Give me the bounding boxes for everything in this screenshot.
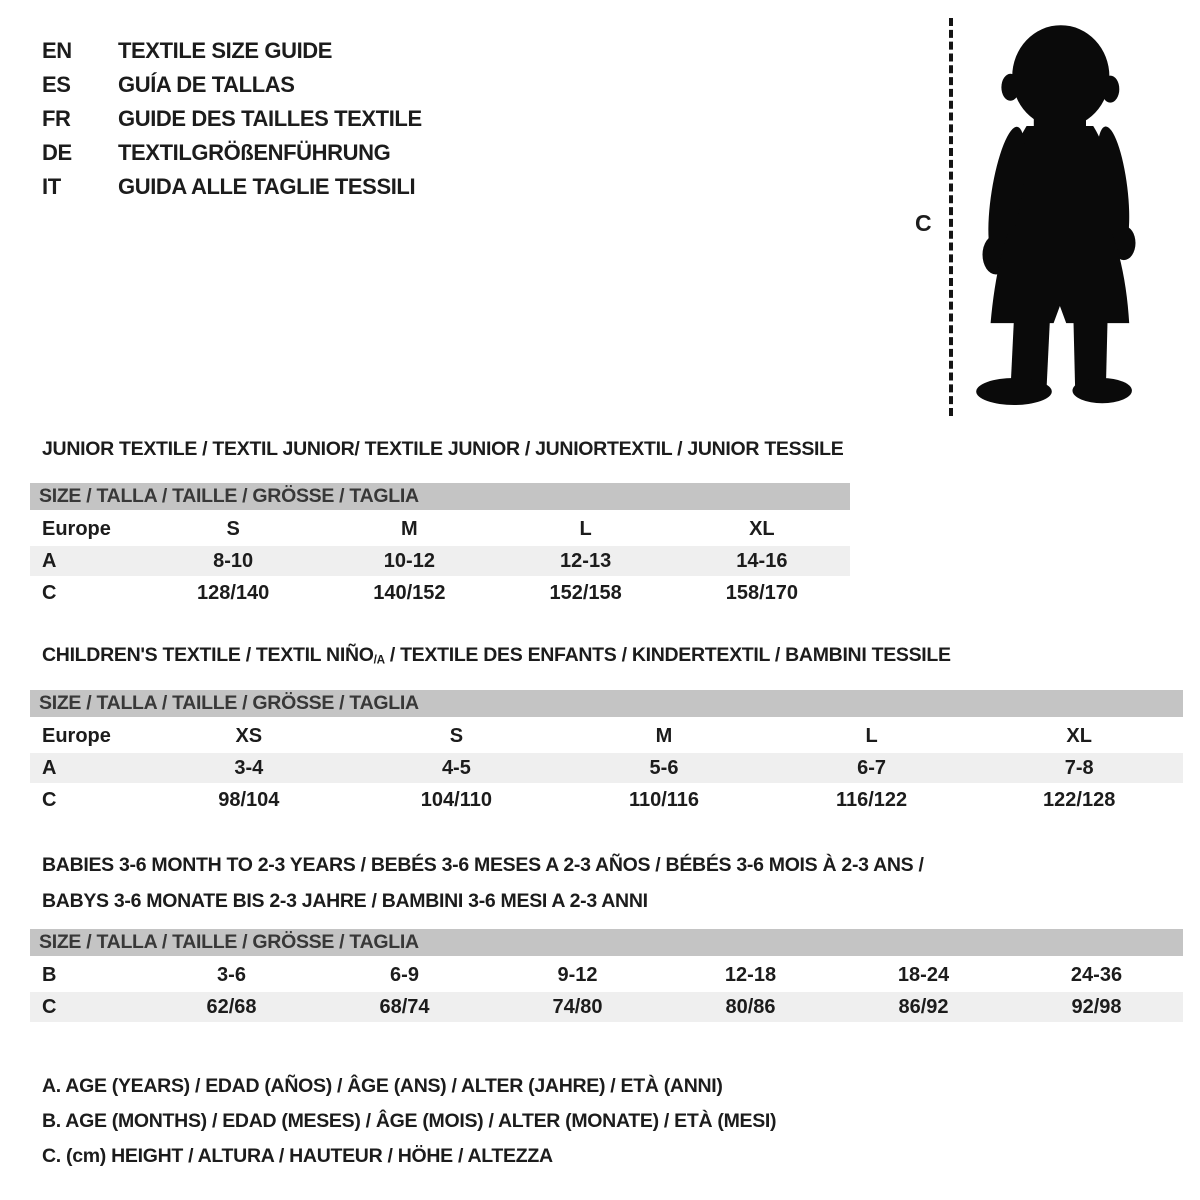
table-cell: 140/152 bbox=[373, 581, 446, 604]
table-cell: 122/128 bbox=[1043, 788, 1116, 811]
table-cell: 14-16 bbox=[736, 549, 788, 572]
table-cell: 158/170 bbox=[725, 581, 799, 604]
table-row-europe bbox=[30, 514, 850, 544]
children-title-subscript: /A bbox=[373, 653, 385, 667]
height-dashed-line bbox=[949, 18, 953, 416]
babies-title-line1: BABIES 3-6 MONTH TO 2-3 YEARS / BEBÉS 3-6 MESES A 2-3 AÑOS / BÉBÉS 3-6 MOIS À 2-3 ANS / bbox=[42, 854, 924, 876]
table-cell: 3-6 bbox=[217, 963, 246, 986]
size-header-label: SIZE / TALLA / TAILLE / GRÖSSE / TAGLIA bbox=[39, 485, 419, 507]
size-header-label: SIZE / TALLA / TAILLE / GRÖSSE / TAGLIA bbox=[39, 692, 419, 714]
table-cell: XL bbox=[749, 517, 775, 540]
table-cell: 116/122 bbox=[835, 788, 908, 811]
table-cell: 104/110 bbox=[420, 788, 492, 811]
row-label: C bbox=[42, 995, 57, 1018]
table-cell: 9-12 bbox=[557, 963, 598, 986]
language-title-list bbox=[42, 34, 422, 204]
language-code: EN bbox=[42, 38, 72, 63]
table-cell: 128/140 bbox=[196, 581, 270, 604]
guide-title-fr: GUIDE DES TAILLES TEXTILE bbox=[118, 106, 422, 131]
table-cell: 6-9 bbox=[390, 963, 419, 986]
table-row-height bbox=[30, 992, 1183, 1022]
size-header-bar bbox=[30, 929, 1183, 956]
guide-title-it: GUIDA ALLE TAGLIE TESSILI bbox=[118, 174, 416, 199]
table-cell: 110/116 bbox=[628, 788, 700, 811]
language-row-fr bbox=[42, 102, 422, 136]
language-row-en bbox=[42, 34, 422, 68]
junior-table-rows bbox=[30, 514, 850, 608]
table-cell: 12-18 bbox=[724, 963, 777, 986]
legend-line-a: A. AGE (YEARS) / EDAD (AÑOS) / ÂGE (ANS) / ALTER (JAHRE) / ETÀ (ANNI) bbox=[42, 1075, 723, 1097]
table-cell: 152/158 bbox=[549, 581, 622, 604]
children-section-title bbox=[42, 644, 951, 667]
guide-title-es: GUÍA DE TALLAS bbox=[118, 72, 295, 97]
table-cell: XS bbox=[235, 724, 263, 747]
table-cell: L bbox=[579, 517, 592, 540]
language-code: FR bbox=[42, 106, 71, 131]
legend-line-b: B. AGE (MONTHS) / EDAD (MESES) / ÂGE (MOIS) / ALTER (MONATE) / ETÀ (MESI) bbox=[42, 1110, 777, 1132]
table-cell: 62/68 bbox=[206, 995, 257, 1018]
baby-silhouette-image bbox=[969, 12, 1149, 420]
language-code: ES bbox=[42, 72, 71, 97]
height-measure-label: C bbox=[915, 210, 932, 236]
table-cell: 7-8 bbox=[1064, 756, 1094, 779]
language-row-it bbox=[42, 170, 422, 204]
babies-table-rows bbox=[30, 960, 1183, 1022]
table-cell: 86/92 bbox=[898, 995, 949, 1018]
row-label: Europe bbox=[42, 517, 111, 540]
table-cell: S bbox=[449, 724, 464, 747]
children-size-table bbox=[30, 690, 1183, 815]
table-cell: M bbox=[655, 724, 673, 747]
guide-title-en: TEXTILE SIZE GUIDE bbox=[118, 38, 333, 63]
table-cell: 6-7 bbox=[857, 756, 887, 779]
row-label: A bbox=[42, 549, 57, 572]
legend-line-c: C. (cm) HEIGHT / ALTURA / HAUTEUR / HÖHE / ALTEZZA bbox=[42, 1145, 553, 1167]
babies-size-table bbox=[30, 929, 1183, 1022]
table-cell: 4-5 bbox=[441, 756, 471, 779]
table-cell: L bbox=[865, 724, 878, 747]
table-cell: 98/104 bbox=[218, 788, 280, 811]
language-code: DE bbox=[42, 140, 72, 165]
row-label: C bbox=[42, 788, 57, 811]
table-cell: 8-10 bbox=[213, 549, 254, 572]
table-row-age-months bbox=[30, 960, 1183, 990]
language-row-es bbox=[42, 68, 422, 102]
babies-section-title bbox=[42, 847, 924, 919]
table-cell: XL bbox=[1066, 724, 1092, 747]
table-cell: 24-36 bbox=[1070, 963, 1123, 986]
row-label: C bbox=[42, 581, 57, 604]
size-header-bar bbox=[30, 690, 1183, 717]
table-cell: 10-12 bbox=[383, 549, 435, 572]
baby-figure-block bbox=[905, 10, 1185, 425]
children-table-rows bbox=[30, 721, 1183, 815]
babies-title-line2: BABYS 3-6 MONATE BIS 2-3 JAHRE / BAMBINI 3-6 MESI A 2-3 ANNI bbox=[42, 890, 648, 912]
children-title-prefix: CHILDREN'S TEXTILE / TEXTIL NIÑO bbox=[42, 644, 374, 666]
children-title-suffix: / TEXTILE DES ENFANTS / KINDERTEXTIL / BAMBINI TESSILE bbox=[384, 644, 951, 666]
table-cell: M bbox=[401, 517, 418, 540]
row-label: Europe bbox=[42, 724, 111, 747]
table-cell: 92/98 bbox=[1071, 995, 1122, 1018]
table-cell: 80/86 bbox=[725, 995, 776, 1018]
table-cell: 18-24 bbox=[897, 963, 950, 986]
language-code: IT bbox=[42, 174, 61, 199]
row-label: B bbox=[42, 963, 57, 986]
table-cell: 74/80 bbox=[552, 995, 603, 1018]
language-row-de bbox=[42, 136, 422, 170]
size-header-label: SIZE / TALLA / TAILLE / GRÖSSE / TAGLIA bbox=[39, 931, 419, 953]
junior-section-title: JUNIOR TEXTILE / TEXTIL JUNIOR/ TEXTILE JUNIOR / JUNIORTEXTIL / JUNIOR TESSILE bbox=[42, 438, 844, 460]
table-row-age bbox=[30, 546, 850, 576]
guide-title-de: TEXTILGRÖßENFÜHRUNG bbox=[118, 140, 391, 165]
table-row-height bbox=[30, 578, 850, 608]
table-cell: 12-13 bbox=[560, 549, 612, 572]
table-cell: 68/74 bbox=[379, 995, 430, 1018]
measure-legend bbox=[42, 1069, 776, 1174]
table-row-age bbox=[30, 753, 1183, 783]
table-row-height bbox=[30, 785, 1183, 815]
size-header-bar bbox=[30, 483, 850, 510]
table-cell: 5-6 bbox=[649, 756, 679, 779]
table-row-europe bbox=[30, 721, 1183, 751]
row-label: A bbox=[42, 756, 57, 779]
table-cell: S bbox=[226, 517, 240, 540]
junior-size-table bbox=[30, 483, 850, 608]
table-cell: 3-4 bbox=[234, 756, 264, 779]
